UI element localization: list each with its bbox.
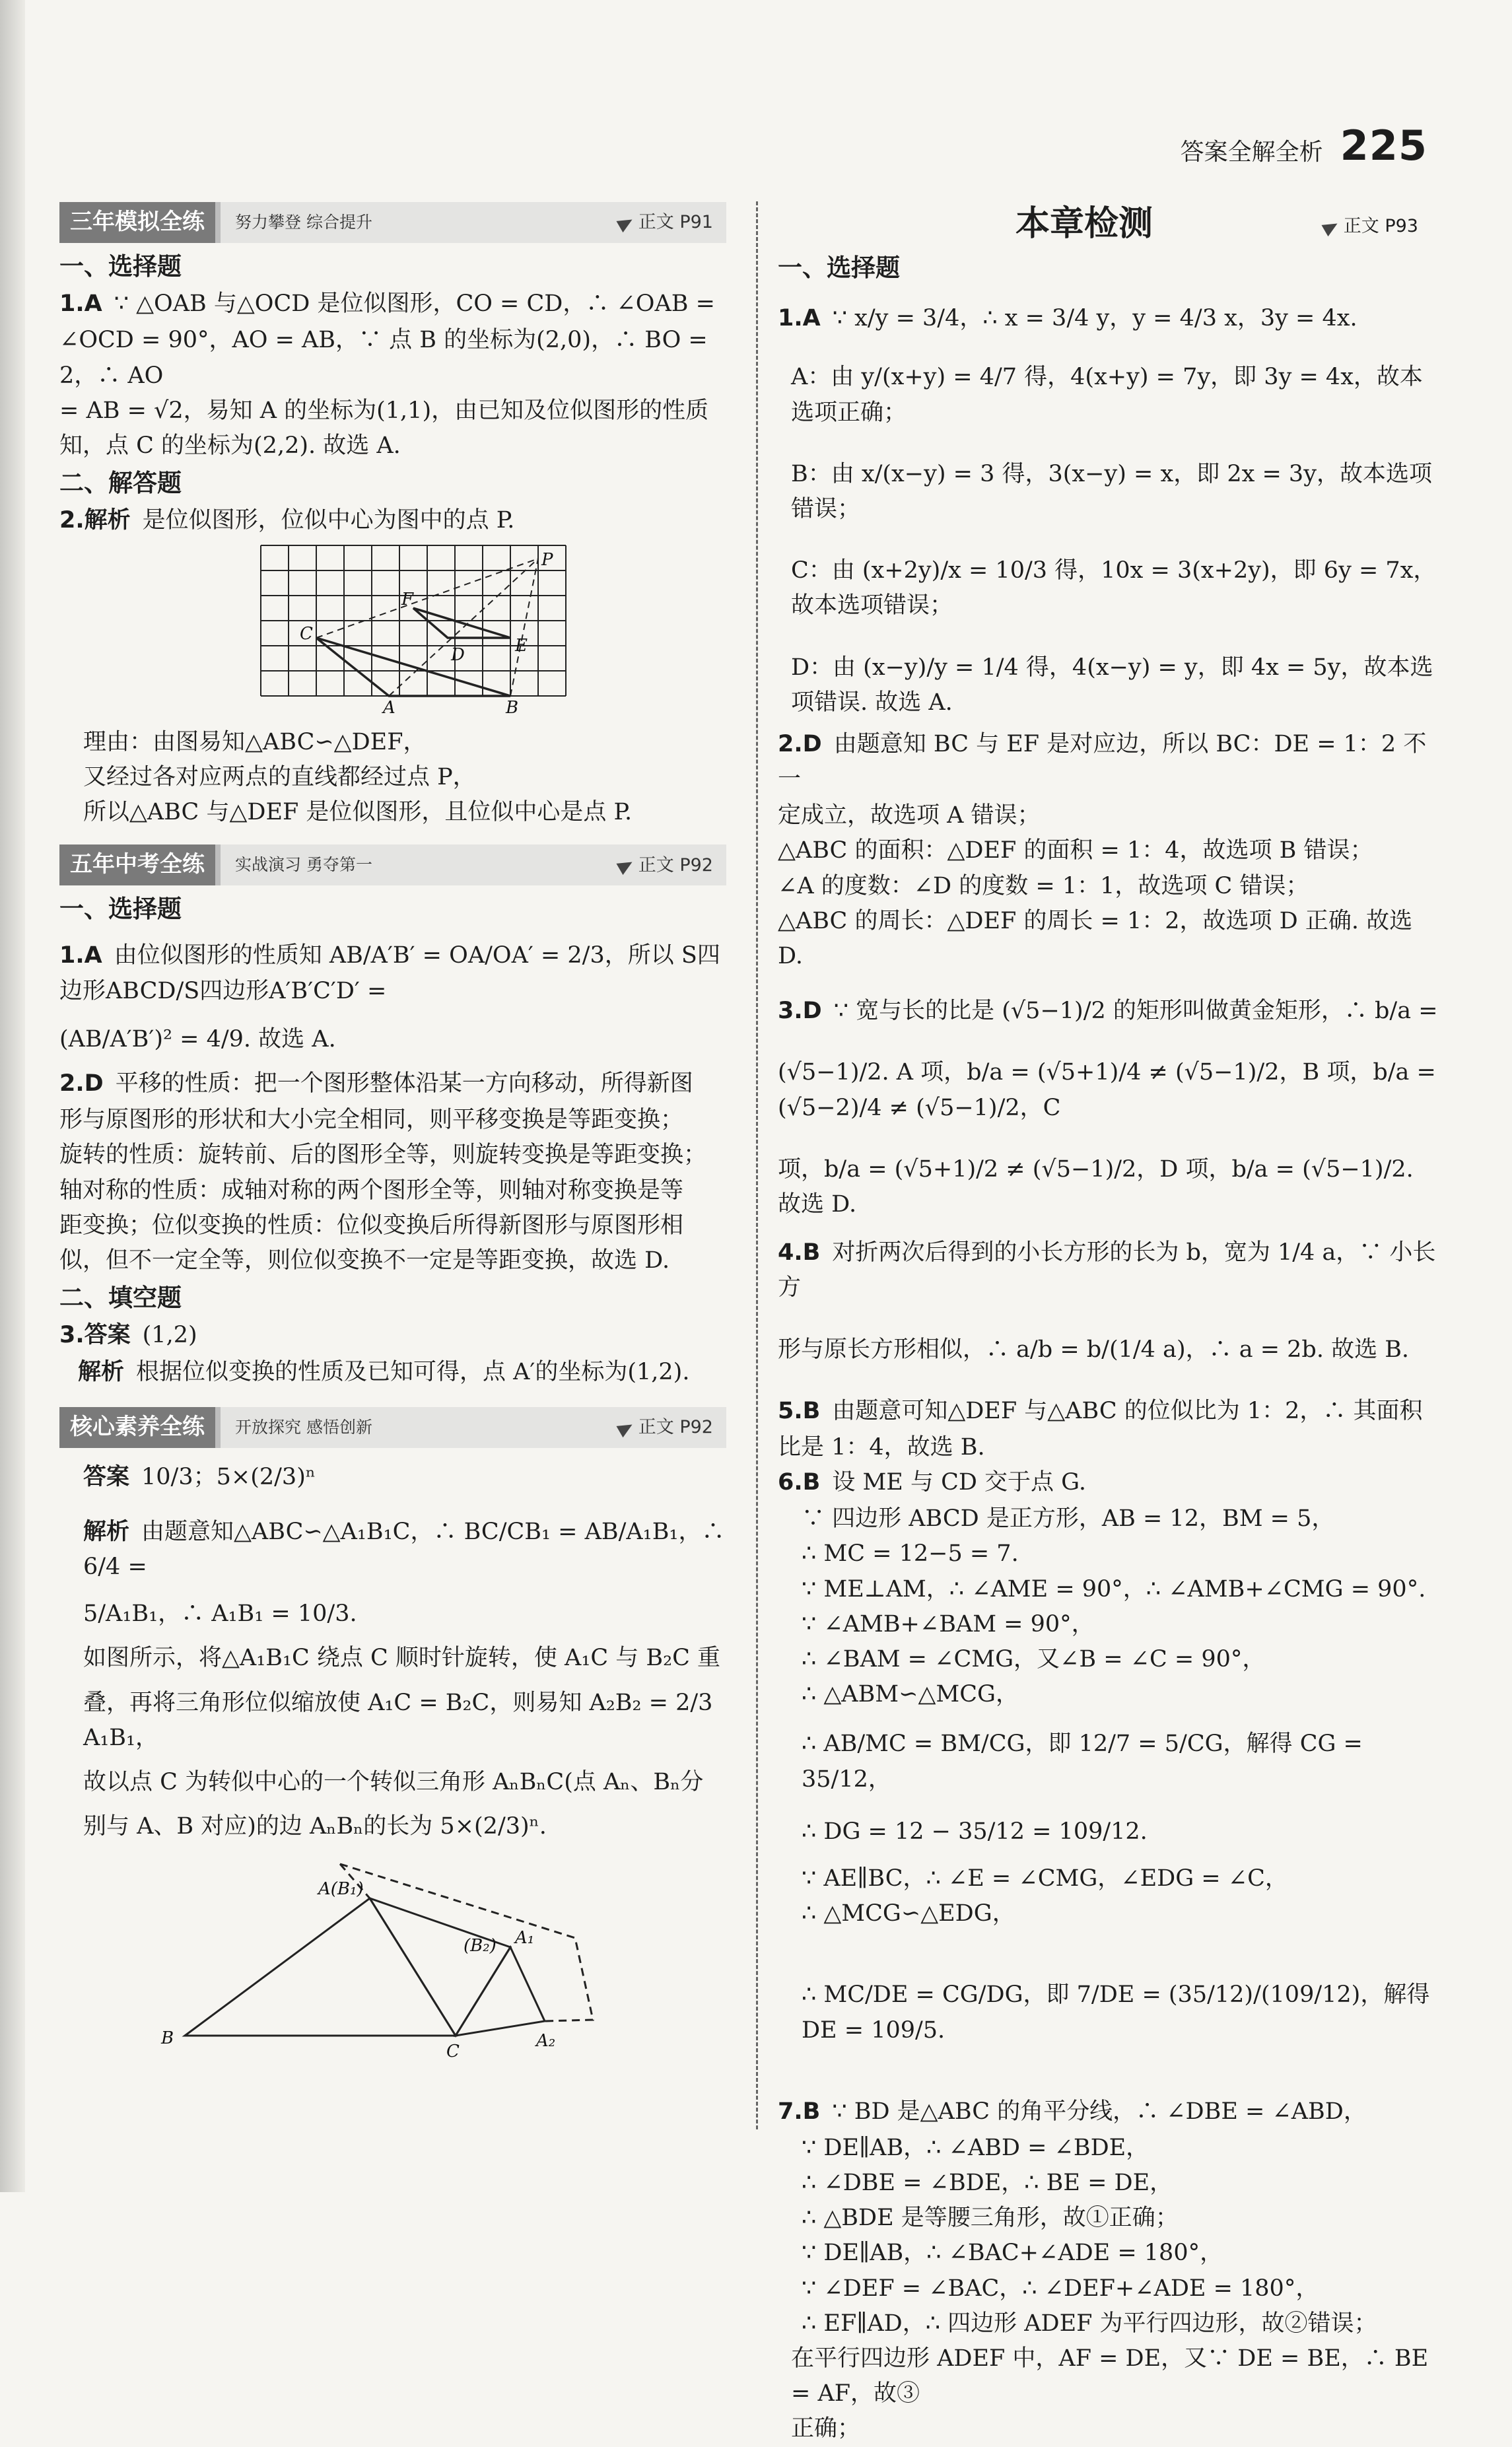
label-b2: (B₂)	[464, 1936, 497, 1956]
proof-line: ∵ ∠DEF = ∠BAC，∴ ∠DEF+∠ADE = 180°，	[802, 2275, 1319, 2302]
proof-line: ∴ ∠DBE = ∠BDE，∴ BE = DE，	[802, 2170, 1173, 2197]
answer-value: (1,2)	[142, 1322, 197, 1349]
analysis-line: 5/A₁B₁，∴ A₁B₁ = 10/3.	[83, 1601, 357, 1628]
analysis-label: 解析	[83, 1518, 130, 1545]
reason-line: 所以△ABC 与△DEF 是位似图形，且位似中心是点 P.	[83, 798, 633, 825]
answer-line: 由位似图形的性质知 AB/A′B′ = OA/OA′ = 2/3，所以 S四边形ABCD/S四边形A′B′C′D′ =	[59, 942, 720, 1004]
analysis-line: 故以点 C 为转似中心的一个转似三角形 AₙBₙC(点 Aₙ、Bₙ分	[83, 1769, 704, 1795]
answer-line: (AB/A′B′)² = 4/9. 故选 A.	[59, 1025, 336, 1052]
proof-line: ∴ MC/DE = CG/DG，即 7/DE = (35/12)/(109/12)，解得 DE = 109/5.	[802, 1982, 1430, 2044]
proof-line: ∵ AE∥BC，∴ ∠E = ∠CMG，∠EDG = ∠C，	[802, 1865, 1288, 1892]
question-number: 4.B	[778, 1239, 821, 1266]
question-1	[778, 301, 1438, 336]
analysis-row	[59, 1355, 726, 1390]
label-b: B	[161, 2028, 174, 2049]
banner-ref	[619, 1414, 713, 1441]
answer-line: ∠A 的度数：∠D 的度数 = 1：1，故选项 C 错误；	[778, 872, 1309, 899]
banner-core	[59, 1407, 726, 1448]
answer-line: B：由 x/(x−y) = 3 得，3(x−y) = x，即 2x = 3y，故本选项错误；	[791, 460, 1432, 522]
core-answer	[59, 1460, 726, 1495]
banner-tag: 三年模拟全练	[59, 202, 221, 243]
point-label-f: F	[401, 589, 414, 609]
section-heading: 二、填空题	[59, 1284, 182, 1313]
answer-line: 旋转的性质：旋转前、后的图形全等，则旋转变换是等距变换；	[59, 1142, 707, 1169]
question-5	[778, 1394, 1438, 1429]
answer-line: 距变换；位似变换的性质：位似变换后所得新图形与原图形相	[59, 1212, 684, 1239]
grid-figure	[59, 540, 726, 725]
analysis-text: 根据位似变换的性质及已知可得，点 A′的坐标为(1,2).	[136, 1358, 690, 1385]
answer-value: 10/3；5×(2/3)ⁿ	[141, 1463, 316, 1490]
point-label-b: B	[506, 697, 519, 718]
question-number: 1.A	[778, 305, 821, 332]
reason-line: 又经过各对应两点的直线都经过点 P，	[83, 763, 476, 790]
label-a1: A₁	[515, 1928, 535, 1948]
send-arrow-icon	[1321, 217, 1340, 236]
banner-ref-text: 正文 P91	[638, 212, 713, 233]
answer-line: 似，但不一定全等，则位似变换不一定是等距变换，故选 D.	[59, 1247, 670, 1274]
proof-line: ∵ ∠AMB+∠BAM = 90°，	[802, 1610, 1095, 1637]
question-2	[778, 727, 1438, 797]
answer-line: 比是 1：4，故选 B.	[778, 1433, 985, 1461]
answer-label: 答案	[83, 1463, 130, 1490]
question-number: 2.D	[59, 1070, 104, 1097]
question-number: 5.B	[778, 1397, 821, 1424]
question-number: 2.D	[778, 730, 822, 757]
question-4	[778, 1235, 1438, 1305]
answer-line: 对折两次后得到的小长方形的长为 b，宽为 1/4 a，∵ 小长方	[778, 1239, 1436, 1301]
answer-line: 由题意可知△DEF 与△ABC 的位似比为 1：2，∴ 其面积	[832, 1397, 1423, 1424]
triangle-figure	[59, 1851, 726, 2069]
label-a2: A₂	[536, 2031, 556, 2051]
answer-line: A：由 y/(x+y) = 4/7 得，4(x+y) = 7y，即 3y = 4x，故本选项正确；	[791, 364, 1423, 426]
grid-lines	[261, 545, 566, 696]
answer-text: ∵ BD 是△ABC 的角平分线，∴ ∠DBE = ∠ABD，	[832, 2098, 1367, 2125]
point-label-c: C	[300, 623, 313, 644]
answer-line: 定成立，故选项 A 错误；	[778, 802, 1041, 829]
answer-line: △ABC 的周长：△DEF 的周长 = 1：2，故选项 D 正确. 故选 D.	[778, 907, 1413, 970]
section-heading: 一、选择题	[778, 254, 900, 282]
banner-ref-text: 正文 P92	[638, 854, 713, 876]
banner-subtitle: 实战演习 勇夺第一	[235, 855, 372, 875]
proof-line: ∴ ∠BAM = ∠CMG，又∠B = ∠C = 90°，	[802, 1646, 1266, 1673]
chapter-header	[778, 198, 1438, 248]
right-column	[778, 198, 1438, 2447]
answer-line: (√5−1)/2. A 项，b/a = (√5+1)/4 ≠ (√5−1)/2，B 项，b/a = (√5−2)/4 ≠ (√5−1)/2，C	[778, 1059, 1436, 1121]
banner-ref-text: 正文 P92	[638, 1417, 713, 1438]
question-number: 3.D	[778, 998, 822, 1025]
answer-line: △ABC 的面积：△DEF 的面积 = 1：4，故选项 B 错误；	[778, 837, 1373, 864]
page-edge	[0, 0, 25, 2192]
proof-line: ∴ DG = 12 − 35/12 = 109/12.	[802, 1818, 1148, 1845]
proof-line: ∴ AB/MC = BM/CG，即 12/7 = 5/CG，解得 CG = 35/12，	[802, 1731, 1363, 1793]
banner-tag: 五年中考全练	[59, 844, 221, 885]
reason-line: 理由：由图易知△ABC∽△DEF，	[83, 728, 427, 755]
send-arrow-icon	[616, 214, 635, 232]
page-header	[1181, 121, 1427, 170]
proof-line: ∴ EF∥AD，∴ 四边形 ADEF 为平行四边形，故②错误；	[802, 2310, 1377, 2337]
question-1	[59, 938, 726, 1008]
proof-line: ∵ DE∥AB，∴ ∠BAC+∠ADE = 180°，	[802, 2240, 1223, 2267]
analysis-line: 别与 A、B 对应)的边 AₙBₙ的长为 5×(2/3)ⁿ.	[83, 1813, 547, 1840]
question-number: 6.B	[778, 1469, 821, 1496]
answer-line: = AB = √2，易知 A 的坐标为(1,1)，由已知及位似图形的性质	[59, 397, 709, 424]
answer-text: 是位似图形，位似中心为图中的点 P.	[142, 507, 515, 534]
core-analysis	[59, 1515, 726, 1585]
send-arrow-icon	[616, 1419, 635, 1437]
triangle-small	[456, 1947, 545, 2036]
question-2	[59, 1066, 726, 1101]
answer-line: 知，点 C 的坐标为(2,2). 故选 A.	[59, 432, 401, 459]
question-number: 2.解析	[59, 507, 131, 534]
header-label: 答案全解全析	[1180, 139, 1323, 166]
point-label-a: A	[383, 697, 395, 718]
triangle-a1-b2-c	[370, 1898, 510, 2036]
question-number: 3.答案	[59, 1322, 131, 1349]
answer-line: 形与原长方形相似，∴ a/b = b/(1/4 a)，∴ a = 2b. 故选 B.	[778, 1336, 1410, 1363]
analysis-line: 由题意知△ABC∽△A₁B₁C，∴ BC/CB₁ = AB/A₁B₁，∴ 6/4 =	[83, 1518, 725, 1581]
proof-line: ∴ △ABM∽△MCG，	[802, 1681, 1019, 1708]
proof-line: ∴ △MCG∽△EDG，	[802, 1900, 1015, 1927]
triangle-abc	[316, 638, 510, 696]
question-number: 7.B	[778, 2098, 821, 2125]
label-a-b1: A(B₁)	[318, 1879, 364, 1900]
banner-ref	[619, 852, 713, 879]
left-column	[59, 198, 726, 2069]
section-heading: 二、解答题	[59, 469, 182, 498]
label-c: C	[446, 2042, 460, 2062]
point-label-d: D	[451, 644, 465, 665]
question-6	[778, 1465, 1438, 1500]
analysis-line: 如图所示，将△A₁B₁C 绕点 C 顺时针旋转，使 A₁C 与 B₂C 重	[83, 1645, 721, 1672]
section-heading: 一、选择题	[59, 895, 182, 924]
answer-line: D：由 (x−y)/y = 1/4 得，4(x−y) = y，即 4x = 5y，故本选项错误. 故选 A.	[791, 654, 1433, 716]
answer-line: 轴对称的性质：成轴对称的两个图形全等，则轴对称变换是等	[59, 1177, 684, 1204]
answer-text: 设 ME 与 CD 交于点 G.	[832, 1469, 1087, 1496]
answer-line: 平移的性质：把一个图形整体沿某一方向移动，所得新图	[115, 1070, 693, 1097]
triangle-def	[413, 608, 510, 638]
chapter-ref	[1324, 213, 1418, 240]
column-divider	[756, 201, 758, 2129]
question-7	[778, 2094, 1438, 2129]
banner-subtitle: 开放探究 感悟创新	[235, 1417, 372, 1437]
banner-tag: 核心素养全练	[59, 1407, 221, 1448]
analysis-label: 解析	[78, 1358, 125, 1385]
answer-line: ∠OCD = 90°，AO = AB，∵ 点 B 的坐标为(2,0)，∴ BO = 2，∴ AO	[59, 327, 708, 389]
answer-line: 由题意知 BC 与 EF 是对应边，所以 BC：DE = 1：2 不一	[778, 730, 1427, 793]
proof-line: ∵ ME⊥AM，∴ ∠AME = 90°，∴ ∠AMB+∠CMG = 90°.	[802, 1575, 1426, 1603]
proof-line: 正确；	[791, 2415, 861, 2442]
answer-line: ∵ △OAB 与△OCD 是位似图形，CO = CD，∴ ∠OAB =	[114, 291, 715, 318]
proof-line: ∴ △BDE 是等腰三角形，故①正确；	[802, 2205, 1179, 2232]
answer-line: 形与原图形的形状和大小完全相同，则平移变换是等距变换；	[59, 1107, 684, 1134]
banner-three-year	[59, 202, 726, 243]
question-2	[59, 503, 726, 538]
question-1	[59, 287, 726, 322]
page-number: 225	[1340, 121, 1427, 170]
chapter-ref-text: 正文 P93	[1343, 216, 1418, 236]
section-heading: 一、选择题	[59, 252, 182, 281]
banner-five-year	[59, 844, 726, 885]
banner-subtitle: 努力攀登 综合提升	[235, 213, 372, 232]
proof-line: ∵ DE∥AB，∴ ∠ABD = ∠BDE，	[802, 2134, 1150, 2161]
banner-ref	[619, 209, 713, 236]
answer-line: ∵ 宽与长的比是 (√5−1)/2 的矩形叫做黄金矩形，∴ b/a =	[833, 998, 1438, 1025]
point-label-e: E	[515, 635, 528, 656]
triangle-a-b-c	[185, 1898, 456, 2036]
answer-line: ∵ x/y = 3/4，∴ x = 3/4 y，y = 4/3 x，3y = 4x.	[832, 305, 1357, 332]
proof-line: ∴ MC = 12−5 = 7.	[802, 1540, 1019, 1568]
answer-line: C：由 (x+2y)/x = 10/3 得，10x = 3(x+2y)，即 6y = 7x，故本选项错误；	[791, 557, 1437, 619]
analysis-line: 叠，再将三角形位似缩放使 A₁C = B₂C，则易知 A₂B₂ = 2/3 A₁B₁，	[83, 1689, 713, 1751]
question-3	[59, 1318, 726, 1353]
send-arrow-icon	[616, 856, 635, 875]
question-number: 1.A	[59, 942, 102, 969]
proof-line: 在平行四边形 ADEF 中，AF = DE，又∵ DE = BE，∴ BE = AF，故③	[791, 2345, 1429, 2407]
question-number: 1.A	[59, 291, 102, 318]
answer-line: 项，b/a = (√5+1)/2 ≠ (√5−1)/2，D 项，b/a = (√5−1)/2. 故选 D.	[778, 1155, 1414, 1218]
proof-line: ∵ 四边形 ABCD 是正方形，AB = 12，BM = 5，	[802, 1505, 1335, 1533]
chapter-title: 本章检测	[1015, 204, 1153, 244]
question-3	[778, 994, 1438, 1029]
point-label-p: P	[541, 549, 553, 570]
